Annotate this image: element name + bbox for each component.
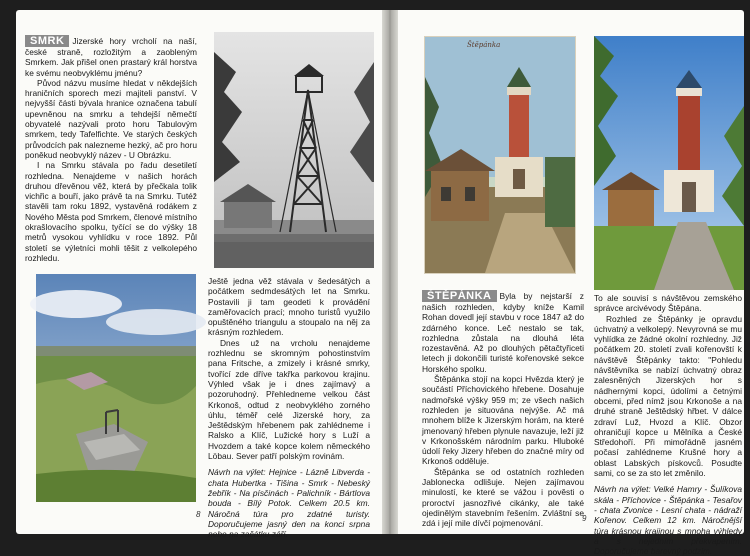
book-gutter: [382, 10, 398, 534]
stepanka-tower-photo: [594, 36, 744, 290]
stepanka-postcard: [424, 36, 576, 274]
smrk-route-suggestion: Návrh na výlet: Hejnice - Lázně Libverda - chata Hubertka - Tišina - Smrk - Nebeský žebřík - Na písčinách - Palichník - Bártlova bouda - Bílý Potok. Celkem 20.5 km. Náročná túra pro zdatné turisty. Doporučujeme jasný den na konci srpna nebo na začátku září.: [208, 467, 370, 540]
stepanka-paragraph-1: Byla by nejstarší z našich rozhleden, kdyby kníže Kamil Rohan dovedl její stavbu v roce 1847 až do zdárného konce. Leč nestalo se tak, rozhledna zůstala na dlouhá léta rozestavěná. Až po dlouhých pětačtyřiceti letech ji dokončili turisté kořenovské sekce Horského spolku.: [422, 291, 584, 374]
stepanka-paragraph-5: Rozhled ze Štěpánky je opravdu úchvatný a velkolepý. Nevyrovná se mu vyhlídka ze žádné okolní rozhledny. Již počátkem 20. století zvali kořenovští k návštěvě Štěpánky takto: "Pohledu návštěvníka se nabízí úchvatný obraz zalesněných Jizerských hor s nádhernými kopci, údolími a četnými obcemi, před nímž jsou Krkonoše a na druhé straně Ještědský hřbet. V dálce zdraví Luž, Hvozd a Klíč. Obzor ohraničují kopce u Mělníka a České Středohoří. Při mimořádně jasném počasí zahlédneme Krušné hory a oblast Labských pískovců. Posudte sami, co se za sto let změnilo.: [594, 313, 742, 479]
right-page: [398, 10, 744, 556]
stepanka-paragraph-4: To ale souvisí s návštěvou zemského správce arcivévody Štěpána.: [594, 293, 742, 314]
smrk-tower-photo: [214, 32, 374, 268]
smrk-text-col1: [25, 35, 197, 263]
smrk-paragraph-1: Jizerské hory vrcholí na naší, české straně, rozložitým a zaobleným Smrkem. Jak přišel onen prastarý král horstva ke svému neobvyklému jménu?: [25, 36, 197, 78]
stepanka-text-col2: [594, 293, 742, 556]
smrk-text-col2: [208, 276, 370, 539]
smrk-paragraph-5: Dnes už na vrcholu nenajdeme rozhlednu se skromným pohostinstvím pana Fritsche, a zmizely i krásné smrky, tvořící zde dříve takřka parkovou krajinu. Výhled však je i dnes zajímavý a pozoruhodný. Přehledneme velkou část Krkonoš, odtud z neobvyklého zorného úhlu, téměř celé Jizerské hory, za Ještědským hřebenem pak zahlédneme i Ralsko a Klíč, Lužické hory s Luží a Hvozdem a také kopce kolem německého Löbau. Sever patří polským rovinám.: [208, 337, 370, 462]
stepanka-heading: ŠTĚPÁNKA: [422, 290, 497, 302]
smrk-paragraph-4: Ještě jedna věž stávala v šedesátých a počátkem sedmdesátých let na Smrku. Postavili ji tam geodeti k provádění zaměřovacích prací; mnoho turistů využilo opuštěného triangulu a stoupalo na něj za krásným rozhledem.: [208, 276, 370, 338]
page-number-right: 9: [582, 514, 587, 523]
left-page: [16, 10, 382, 540]
smrk-paragraph-3: I na Smrku stávala po řadu desetiletí rozhledna. Nenajdeme v našich horách druhou dřevěnou věž, která by přečkala tolik vichřic a bouří, jako právě ta na Smrku. Tutéž stavěli tam roku 1892, vystavěná rodákem z Nového Města pod Smrkem, členové místního okrašlovacího spolku, tyčící se do výšky 18 metrů vysokou vyhlídku v roce 1892. Půl století se výletníci mohli těšit z velkolepého rozhledu.: [25, 160, 197, 263]
postcard-caption: Štěpánka: [467, 41, 501, 49]
stepanka-route-suggestion: Návrh na výlet: Velké Hamry - Šulíkova skála - Příchovice - Štěpánka - Tesařov - chata Zvonice - Lesní chata - nádraží Kořenov. Celkem 12 km. Náročnější túra krásnou krajinou s mnoha výhledy a s nejedním překvapením. Doporučujeme barevný podzim.: [594, 484, 742, 556]
stepanka-paragraph-3: Štěpánka se od ostatních rozhleden Jablonecka odlišuje. Nejen zajímavou minulostí, ke které se vážou i pověsti o proroctví jasnozřivé cikánky, ale také ojedinělým stavebním řešením. Zvláštní se zdá i její mile dívčí pojmenování.: [422, 466, 584, 529]
page-number-left: 8: [196, 510, 201, 519]
smrk-heading: SMRK: [25, 35, 69, 47]
smrk-summit-photo: [36, 274, 196, 502]
stepanka-paragraph-2: Štěpánka stojí na kopci Hvězda který je součástí Příchovického hřebene. Dosahuje nadmořské výšky 959 m; ze všech našich rozhleden je situována nejvýše. Ač má mnohem blíže k Jizerským horám, na které jmenovaný hřeben plynule navazuje, leží již v Krkonošském národním parku. Hluboké údolí řeky Jizery hřeben do značné míry od Krkonoš odděluje.: [422, 374, 584, 467]
stepanka-text-col1: [422, 290, 587, 529]
smrk-paragraph-2: Původ názvu musíme hledat v někdejších hraničních sporech mezi majiteli panství. V nejvyšší části bývala hranice označena tabulí upevněnou na smrku a tehdejší němečtí obyvatelé nazývali proto horu Tabulovým smrkem, tedy Tafelfichte. Ve starých českých průvodcích pak nalezneme hezký, ač pro horu poněkud neobvyklý název - U Obrázku.: [25, 77, 197, 160]
